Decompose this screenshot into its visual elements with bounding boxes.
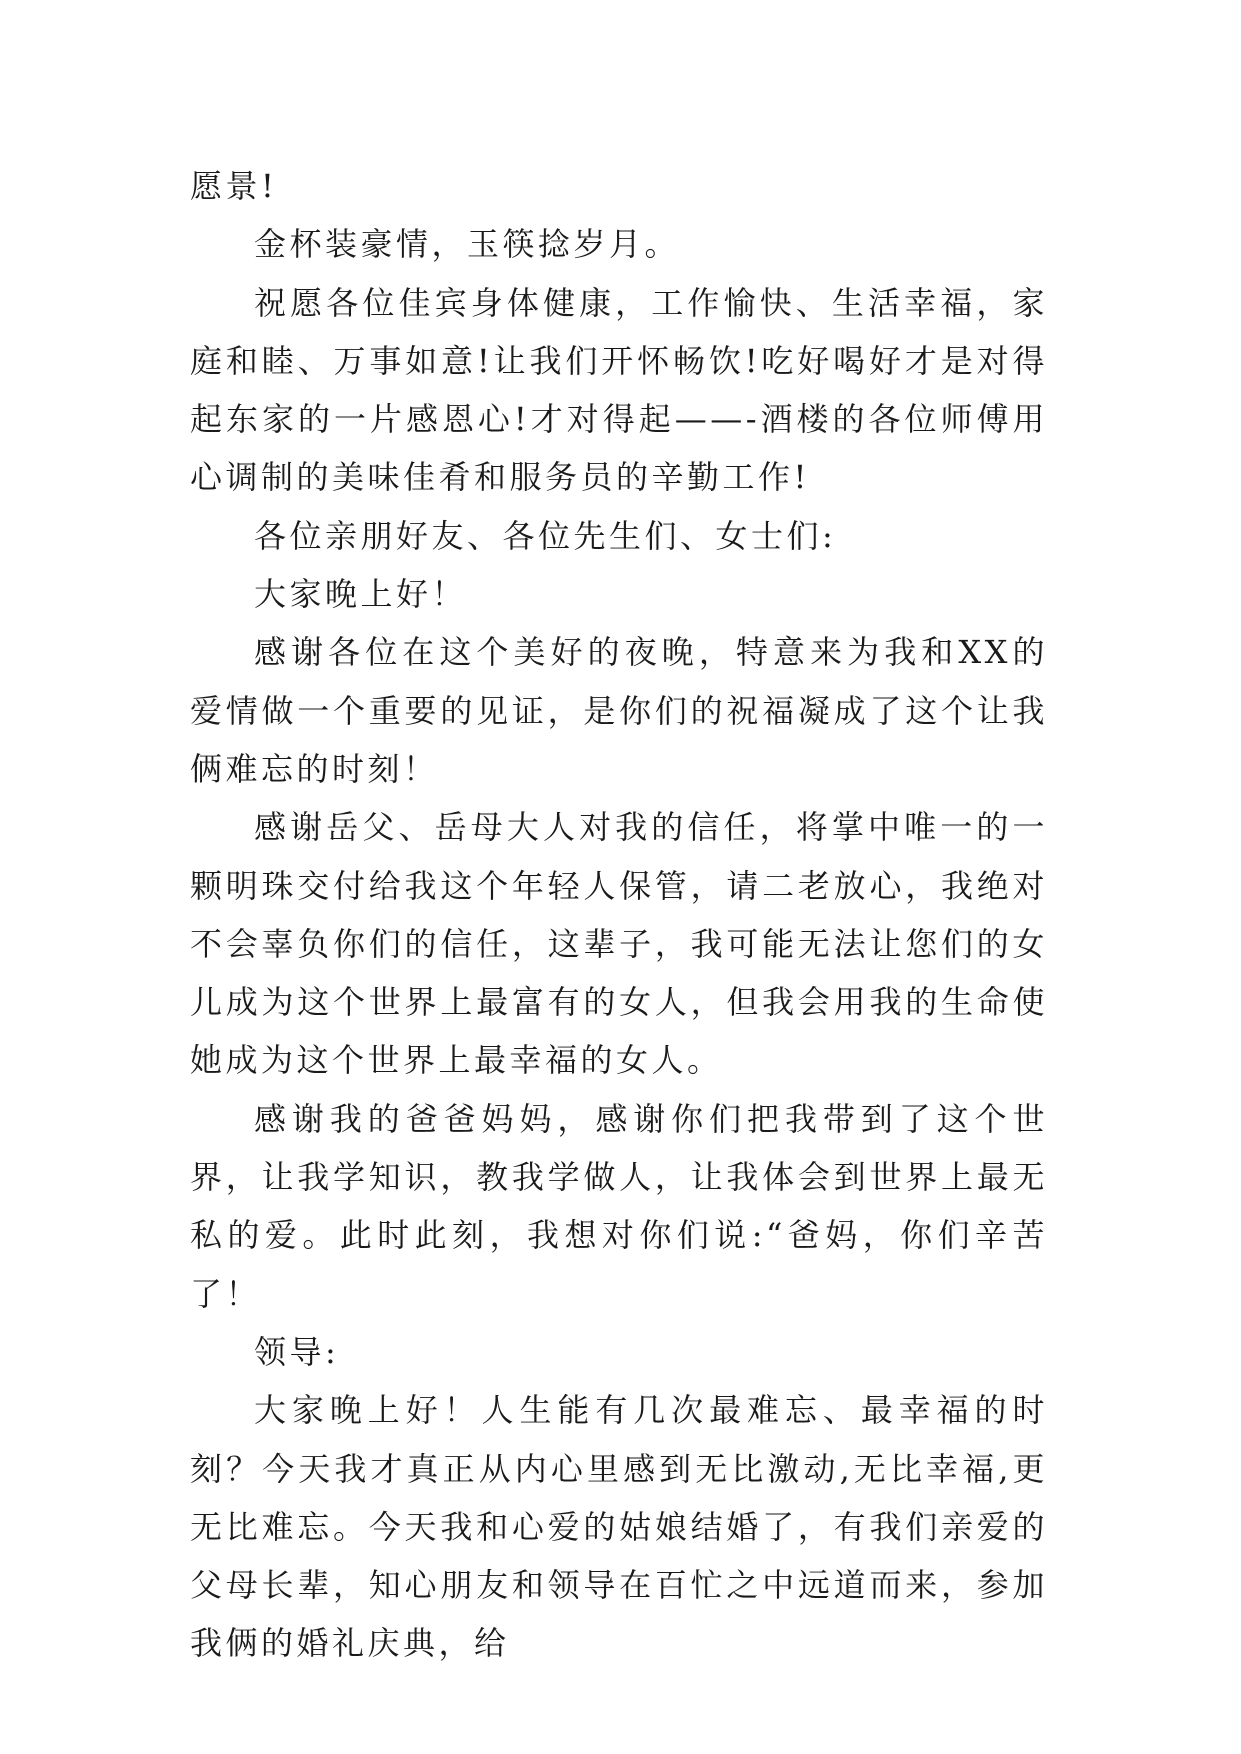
paragraph-9: 领导: (254, 1332, 340, 1371)
paragraph-2: 金杯装豪情，玉筷捻岁月。 (254, 225, 681, 264)
paragraph-6: 感谢各位在这个美好的夜晚，特意来为我和XX的爱情做一个重要的见证，是你们的祝福凝成了这个让我俩难忘的时刻！ (190, 633, 1048, 788)
paragraph-1: 愿景! (190, 167, 278, 205)
document-body (190, 157, 1048, 1673)
paragraph-8: 感谢我的爸爸妈妈，感谢你们把我带到了这个世界，让我学知识，教我学做人，让我体会到世界上最无私的爱。此时此刻，我想对你们说:“爸妈，你们辛苦了！ (190, 1099, 1048, 1313)
paragraph-5: 大家晚上好！ (254, 575, 468, 614)
paragraph-3: 祝愿各位佳宾身体健康，工作愉快、生活幸福，家庭和睦、万事如意!让我们开怀畅饮!吃好喝好才是对得起东家的一片感恩心!才对得起——-酒楼的各位师傅用心调制的美味佳肴和服务员的辛勤工作! (190, 283, 1048, 497)
paragraph-7: 感谢岳父、岳母大人对我的信任，将掌中唯一的一颗明珠交付给我这个年轻人保管，请二老放心，我绝对不会辜负你们的信任，这辈子，我可能无法让您们的女儿成为这个世界上最富有的女人，但我会用我的生命使她成为这个世界上最幸福的女人。 (190, 808, 1048, 1080)
paragraph-4: 各位亲朋好友、各位先生们、女士们: (254, 516, 837, 555)
paragraph-10: 大家晚上好！人生能有几次最难忘、最幸福的时刻？今天我才真正从内心里感到无比激动,无比幸福,更无比难忘。今天我和心爱的姑娘结婚了，有我们亲爱的父母长辈，知心朋友和领导在百忙之中远道而来，参加我俩的婚礼庆典，给 (190, 1391, 1048, 1663)
